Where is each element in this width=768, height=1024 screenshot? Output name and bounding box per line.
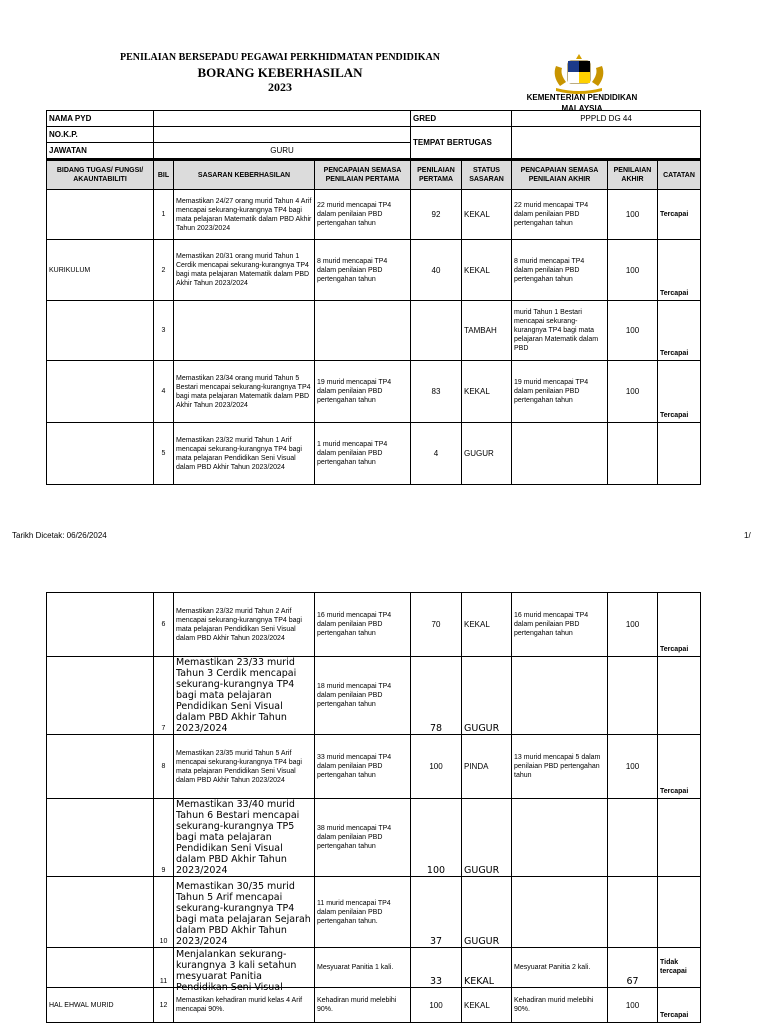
bil-cell: 9 xyxy=(154,799,174,877)
catatan-cell: Tercapai xyxy=(658,593,701,657)
col-header-catatan: CATATAN xyxy=(658,160,701,190)
pencapaian-pertama-cell: 19 murid mencapai TP4 dalam penilaian PBD pertengahan tahun xyxy=(315,361,411,423)
table-row xyxy=(47,423,701,485)
penilaian-pertama-cell: 83 xyxy=(411,361,462,423)
tempat-bertugas-field xyxy=(512,127,701,159)
sasaran-cell: Memastikan 23/32 murid Tahun 1 Arif mencapai sekurang-kurangnya TP4 bagi mata pelajaran Pendidikan Seni Visual dalam PBD Akhir Tahun 2023/2024 xyxy=(174,423,315,485)
tempat-bertugas-label: TEMPAT BERTUGAS xyxy=(411,127,512,159)
sasaran-cell: Memastikan 24/27 orang murid Tahun 4 Arif mencapai sekurang-kurangnya TP4 bagi mata pelajaran Matematik dalam PBD Akhir Tahun 2023/2024 xyxy=(174,190,315,240)
table-row xyxy=(47,948,701,988)
sasaran-cell: Memastikan 23/33 murid Tahun 3 Cerdik mencapai sekurang-kurangnya TP4 bagi mata pelajaran Pendidikan Seni Visual dalam PBD Akhir Tahun 2023/2024 xyxy=(174,657,315,735)
gred-field: PPPLD DG 44 xyxy=(512,111,701,127)
catatan-cell xyxy=(658,657,701,735)
catatan-cell xyxy=(658,423,701,485)
bil-cell: 11 xyxy=(154,948,174,988)
penilaian-pertama-cell: 100 xyxy=(411,988,462,1023)
table-row xyxy=(47,735,701,799)
table-row xyxy=(47,988,701,1023)
pencapaian-pertama-cell: 16 murid mencapai TP4 dalam penilaian PBD pertengahan tahun xyxy=(315,593,411,657)
catatan-cell: Tercapai xyxy=(658,988,701,1023)
ministry-name: KEMENTERIAN PENDIDIKAN MALAYSIA xyxy=(526,93,638,113)
catatan-cell xyxy=(658,799,701,877)
penilaian-pertama-cell: 100 xyxy=(411,799,462,877)
sasaran-cell: Memastikan 23/32 murid Tahun 2 Arif mencapai sekurang-kurangnya TP4 bagi mata pelajaran Pendidikan Seni Visual dalam PBD Akhir Tahun 2023/2024 xyxy=(174,593,315,657)
penilaian-akhir-cell xyxy=(608,657,658,735)
bidang-cell xyxy=(47,301,154,361)
pencapaian-pertama-cell: Kehadiran murid melebihi 90%. xyxy=(315,988,411,1023)
form-title: BORANG KEBERHASILAN xyxy=(197,65,363,80)
sasaran-cell xyxy=(174,301,315,361)
col-header-pencapaian-pertama: PENCAPAIAN SEMASA PENILAIAN PERTAMA xyxy=(315,160,411,190)
sasaran-cell: Memastikan 20/31 orang murid Tahun 1 Cerdik mencapai sekurang-kurangnya TP4 bagi mata pelajaran Matematik dalam PBD Akhir Tahun 2023/2024 xyxy=(174,240,315,301)
pencapaian-akhir-cell xyxy=(512,877,608,948)
bil-cell: 7 xyxy=(154,657,174,735)
pencapaian-pertama-cell: Mesyuarat Panitia 1 kali. xyxy=(315,948,411,988)
nokp-label: NO.K.P. xyxy=(47,127,154,143)
penilaian-pertama-cell xyxy=(411,301,462,361)
pencapaian-pertama-cell: 18 murid mencapai TP4 dalam penilaian PBD pertengahan tahun xyxy=(315,657,411,735)
penilaian-pertama-cell: 37 xyxy=(411,877,462,948)
penilaian-akhir-cell: 100 xyxy=(608,735,658,799)
penilaian-akhir-cell xyxy=(608,423,658,485)
bil-cell: 4 xyxy=(154,361,174,423)
pencapaian-akhir-cell: Mesyuarat Panitia 2 kali. xyxy=(512,948,608,988)
penilaian-akhir-cell: 100 xyxy=(608,593,658,657)
penilaian-akhir-cell xyxy=(608,877,658,948)
table-row xyxy=(47,593,701,657)
gred-label: GRED xyxy=(411,111,512,127)
bidang-cell: HAL EHWAL MURID xyxy=(47,988,154,1023)
bidang-cell xyxy=(47,948,154,988)
penilaian-akhir-cell: 100 xyxy=(608,190,658,240)
sasaran-cell: Memastikan 23/34 orang murid Tahun 5 Bestari mencapai sekurang-kurangnya TP4 bagi mata pelajaran Matematik dalam PBD Akhir Tahun 2023/2024 xyxy=(174,361,315,423)
penilaian-akhir-cell xyxy=(608,799,658,877)
bil-cell: 5 xyxy=(154,423,174,485)
bil-cell: 12 xyxy=(154,988,174,1023)
status-cell: KEKAL xyxy=(462,593,512,657)
penilaian-akhir-cell: 100 xyxy=(608,988,658,1023)
col-header-pencapaian-akhir: PENCAPAIAN SEMASA PENILAIAN AKHIR xyxy=(512,160,608,190)
catatan-cell: Tidak tercapai xyxy=(658,948,701,988)
catatan-cell xyxy=(658,877,701,948)
bil-cell: 8 xyxy=(154,735,174,799)
nama-pyd-field xyxy=(154,111,411,127)
pencapaian-akhir-cell: 8 murid mencapai TP4 dalam penilaian PBD pertengahan tahun xyxy=(512,240,608,301)
table-row xyxy=(47,240,701,301)
form-heading: PENILAIAN BERSEPADU PEGAWAI PERKHIDMATAN PENDIDIKAN xyxy=(119,52,441,63)
status-cell: KEKAL xyxy=(462,988,512,1023)
catatan-cell: Tercapai xyxy=(658,301,701,361)
penilaian-pertama-cell: 33 xyxy=(411,948,462,988)
catatan-cell: Tercapai xyxy=(658,735,701,799)
table-row xyxy=(47,799,701,877)
col-header-status: STATUS SASARAN xyxy=(462,160,512,190)
penilaian-akhir-cell: 100 xyxy=(608,301,658,361)
status-cell: PINDA xyxy=(462,735,512,799)
catatan-cell: Tercapai xyxy=(658,361,701,423)
pencapaian-pertama-cell: 33 murid mencapai TP4 dalam penilaian PBD pertengahan tahun xyxy=(315,735,411,799)
pencapaian-akhir-cell: 13 murid mencapai 5 dalam penilaian PBD pertengahan tahun xyxy=(512,735,608,799)
pencapaian-pertama-cell: 8 murid mencapai TP4 dalam penilaian PBD pertengahan tahun xyxy=(315,240,411,301)
col-header-penilaian-pertama: PENILAIAN PERTAMA xyxy=(411,160,462,190)
pencapaian-pertama-cell xyxy=(315,301,411,361)
table-row xyxy=(47,190,701,240)
bil-cell: 3 xyxy=(154,301,174,361)
table-row xyxy=(47,657,701,735)
nokp-field xyxy=(154,127,411,143)
jawatan-field: GURU xyxy=(154,143,411,159)
pencapaian-akhir-cell: Kehadiran murid melebihi 90%. xyxy=(512,988,608,1023)
sasaran-cell: Memastikan kehadiran murid kelas 4 Arif mencapai 90%. xyxy=(174,988,315,1023)
bil-cell: 1 xyxy=(154,190,174,240)
catatan-cell: Tercapai xyxy=(658,190,701,240)
col-header-bidang: BIDANG TUGAS/ FUNGSI/ AKAUNTABILITI xyxy=(47,160,154,190)
bil-cell: 10 xyxy=(154,877,174,948)
info-table xyxy=(46,110,701,159)
print-date: Tarikh Dicetak: 06/26/2024 xyxy=(12,531,107,540)
pencapaian-pertama-cell: 38 murid mencapai TP4 dalam penilaian PBD pertengahan tahun xyxy=(315,799,411,877)
bidang-cell xyxy=(47,877,154,948)
pencapaian-akhir-cell xyxy=(512,657,608,735)
penilaian-pertama-cell: 100 xyxy=(411,735,462,799)
pencapaian-akhir-cell: 16 murid mencapai TP4 dalam penilaian PBD pertengahan tahun xyxy=(512,593,608,657)
pencapaian-pertama-cell: 22 murid mencapai TP4 dalam penilaian PBD pertengahan tahun xyxy=(315,190,411,240)
bidang-cell xyxy=(47,593,154,657)
pencapaian-akhir-cell: 22 murid mencapai TP4 dalam penilaian PBD pertengahan tahun xyxy=(512,190,608,240)
status-cell: TAMBAH xyxy=(462,301,512,361)
keberhasilan-table-page2 xyxy=(46,592,701,1023)
bidang-cell xyxy=(47,423,154,485)
penilaian-pertama-cell: 78 xyxy=(411,657,462,735)
pencapaian-pertama-cell: 1 murid mencapai TP4 dalam penilaian PBD pertengahan tahun xyxy=(315,423,411,485)
bil-cell: 2 xyxy=(154,240,174,301)
status-cell: KEKAL xyxy=(462,190,512,240)
pencapaian-akhir-cell xyxy=(512,799,608,877)
bidang-cell xyxy=(47,190,154,240)
sasaran-cell: Menjalankan sekurang-kurangnya 3 kali setahun mesyuarat Panitia Pendidikan Seni Visual xyxy=(174,948,315,988)
status-cell: GUGUR xyxy=(462,799,512,877)
bidang-cell xyxy=(47,799,154,877)
catatan-cell: Tercapai xyxy=(658,240,701,301)
status-cell: GUGUR xyxy=(462,423,512,485)
penilaian-akhir-cell: 67 xyxy=(608,948,658,988)
penilaian-akhir-cell: 100 xyxy=(608,361,658,423)
sasaran-cell: Memastikan 23/35 murid Tahun 5 Arif mencapai sekurang-kurangnya TP4 bagi mata pelajaran Pendidikan Seni Visual dalam PBD Akhir Tahun 2023/2024 xyxy=(174,735,315,799)
penilaian-pertama-cell: 92 xyxy=(411,190,462,240)
bidang-cell xyxy=(47,361,154,423)
form-year: 2023 xyxy=(268,80,292,94)
status-cell: GUGUR xyxy=(462,657,512,735)
bil-cell: 6 xyxy=(154,593,174,657)
pencapaian-akhir-cell: 19 murid mencapai TP4 dalam penilaian PBD pertengahan tahun xyxy=(512,361,608,423)
status-cell: KEKAL xyxy=(462,361,512,423)
bidang-cell xyxy=(47,657,154,735)
status-cell: KEKAL xyxy=(462,948,512,988)
pencapaian-akhir-cell: murid Tahun 1 Bestari mencapai sekurang-kurangnya TP4 bagi mata pelajaran Matematik dalam PBD xyxy=(512,301,608,361)
pencapaian-akhir-cell xyxy=(512,423,608,485)
jawatan-label: JAWATAN xyxy=(47,143,154,159)
table-row xyxy=(47,877,701,948)
page-number: 1/ xyxy=(744,531,751,540)
bidang-cell: KURIKULUM xyxy=(47,240,154,301)
keberhasilan-table-page1 xyxy=(46,158,701,485)
table-row xyxy=(47,301,701,361)
penilaian-akhir-cell: 100 xyxy=(608,240,658,301)
bidang-cell xyxy=(47,735,154,799)
penilaian-pertama-cell: 70 xyxy=(411,593,462,657)
sasaran-cell: Memastikan 33/40 murid Tahun 6 Bestari mencapai sekurang-kurangnya TP5 bagi mata pelajaran Pendidikan Seni Visual dalam PBD Akhir Tahun 2023/2024 xyxy=(174,799,315,877)
nama-pyd-label: NAMA PYD xyxy=(47,111,154,127)
sasaran-cell: Memastikan 30/35 murid Tahun 5 Arif mencapai sekurang-kurangnya TP4 bagi mata pelajaran Sejarah dalam PBD Akhir Tahun 2023/2024 xyxy=(174,877,315,948)
status-cell: GUGUR xyxy=(462,877,512,948)
penilaian-pertama-cell: 4 xyxy=(411,423,462,485)
table-row xyxy=(47,361,701,423)
col-header-sasaran: SASARAN KEBERHASILAN xyxy=(174,160,315,190)
crest-logo-icon xyxy=(548,52,610,94)
col-header-penilaian-akhir: PENILAIAN AKHIR xyxy=(608,160,658,190)
col-header-bil: BIL xyxy=(154,160,174,190)
status-cell: KEKAL xyxy=(462,240,512,301)
pencapaian-pertama-cell: 11 murid mencapai TP4 dalam penilaian PBD pertengahan tahun. xyxy=(315,877,411,948)
penilaian-pertama-cell: 40 xyxy=(411,240,462,301)
